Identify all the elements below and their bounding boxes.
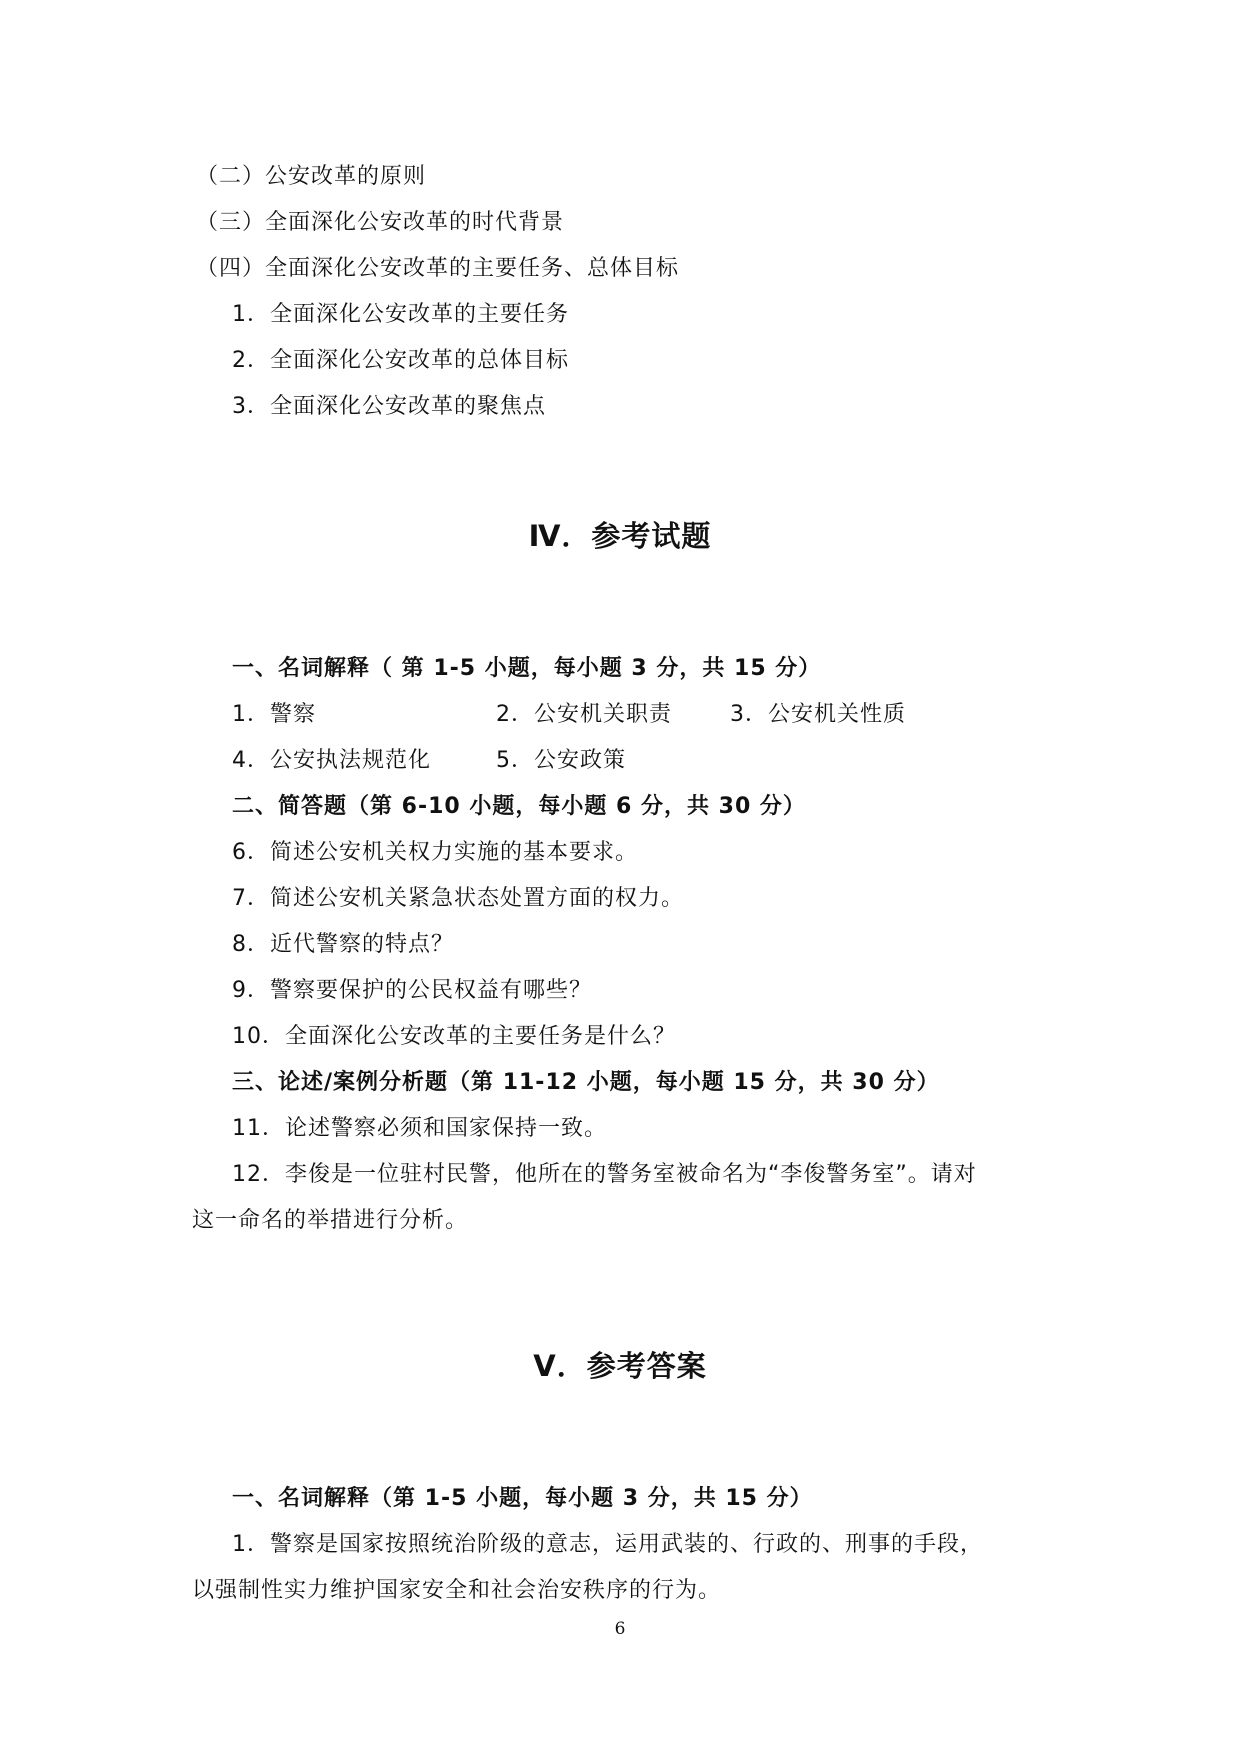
part2-heading: 二、简答题（第 6-10 小题，每小题 6 分，共 30 分）	[232, 794, 806, 819]
outline-item-2: （二）公安改革的原则	[196, 164, 427, 189]
answer-1-line2: 以强制性实力维护国家安全和社会治安秩序的行为。	[192, 1578, 722, 1603]
outline-subitem-1: 1．全面深化公安改革的主要任务	[232, 302, 569, 327]
part1-heading: 一、名词解释（ 第 1-5 小题，每小题 3 分，共 15 分）	[232, 656, 822, 681]
question-12-line1: 12．李俊是一位驻村民警，他所在的警务室被命名为“李俊警务室”。请对	[232, 1162, 977, 1187]
term-1: 1．警察	[232, 702, 316, 727]
outline-item-4: （四）全面深化公安改革的主要任务、总体目标	[196, 256, 680, 281]
section-title-reference-answers: Ⅴ．参考答案	[533, 1349, 707, 1383]
outline-item-3: （三）全面深化公安改革的时代背景	[196, 210, 565, 235]
part3-heading: 三、论述/案例分析题（第 11-12 小题，每小题 15 分，共 30 分）	[232, 1070, 940, 1095]
question-8: 8．近代警察的特点？	[232, 932, 454, 957]
question-10: 10．全面深化公安改革的主要任务是什么？	[232, 1024, 676, 1049]
term-5: 5．公安政策	[496, 748, 626, 773]
section-title-reference-questions: Ⅳ．参考试题	[528, 519, 712, 553]
answers-part1-heading: 一、名词解释（第 1-5 小题，每小题 3 分，共 15 分）	[232, 1486, 813, 1511]
page-number: 6	[614, 1619, 626, 1639]
outline-subitem-3: 3．全面深化公安改革的聚焦点	[232, 394, 546, 419]
term-3: 3．公安机关性质	[730, 702, 906, 727]
question-11: 11．论述警察必须和国家保持一致。	[232, 1116, 607, 1141]
question-12-line2: 这一命名的举措进行分析。	[192, 1208, 469, 1233]
question-6: 6．简述公安机关权力实施的基本要求。	[232, 840, 638, 865]
question-7: 7．简述公安机关紧急状态处置方面的权力。	[232, 886, 684, 911]
question-9: 9．警察要保护的公民权益有哪些？	[232, 978, 592, 1003]
answer-1-line1: 1．警察是国家按照统治阶级的意志，运用武装的、行政的、刑事的手段，	[232, 1532, 983, 1557]
outline-subitem-2: 2．全面深化公安改革的总体目标	[232, 348, 569, 373]
term-4: 4．公安执法规范化	[232, 748, 431, 773]
term-2: 2．公安机关职责	[496, 702, 672, 727]
